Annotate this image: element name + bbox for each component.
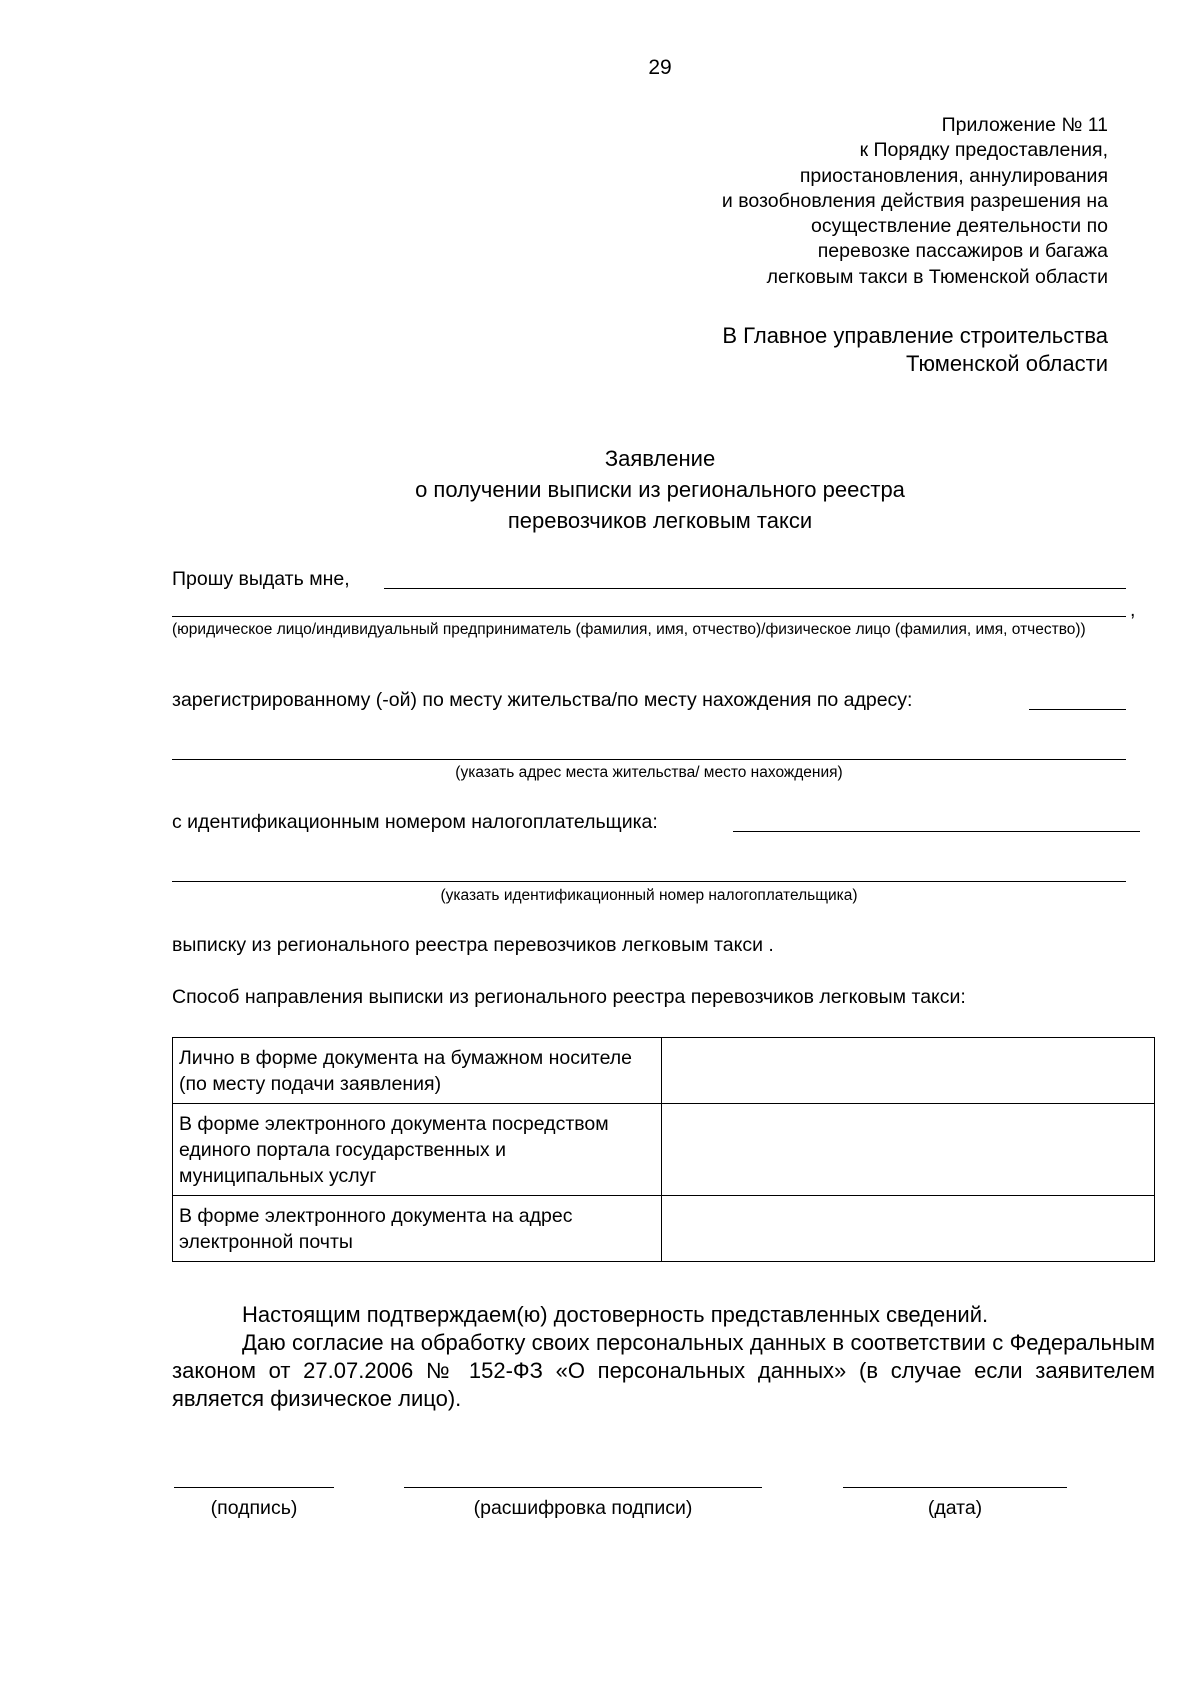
appendix-line: к Порядку предоставления,: [859, 139, 1108, 162]
appendix-line: приостановления, аннулирования: [799, 164, 1108, 187]
applicant-name-field[interactable]: [384, 588, 1126, 589]
addressee-line-1: В Главное управление строительства: [722, 323, 1108, 348]
inn-field-continued[interactable]: [172, 881, 1126, 882]
addressee-line-2: Тюменской области: [905, 351, 1108, 376]
date-field[interactable]: [843, 1487, 1067, 1488]
title-line-1: Заявление: [604, 446, 716, 471]
title-line-3: перевозчиков легковым такси: [507, 508, 813, 533]
request-label: Прошу выдать мне,: [172, 568, 350, 590]
inn-label: с идентификационным номером налогоплательщика:: [172, 811, 658, 833]
table-row: [173, 1038, 1155, 1104]
comma: ,: [1130, 599, 1136, 621]
appendix-header: [508, 113, 1108, 290]
consent-text: Даю согласие на обработку своих персональных данных в соответствии с Федеральным законом от 27.07.2006 № 152-ФЗ «О персональных данных» (в случае если заявителем является физическое лицо).: [172, 1330, 1155, 1411]
confirmation-text: Настоящим подтверждаем(ю) достоверность представленных сведений.: [242, 1302, 989, 1327]
inn-field[interactable]: [733, 831, 1140, 832]
address-hint: (указать адрес места жительства/ место нахождения): [455, 764, 843, 781]
appendix-line: легковым такси в Тюменской области: [766, 265, 1108, 288]
method-select-cell[interactable]: [662, 1038, 1155, 1104]
extract-text: выписку из регионального реестра перевозчиков легковым такси .: [172, 934, 774, 956]
applicant-hint: (юридическое лицо/индивидуальный предприниматель (фамилия, имя, отчество)/физическое лицо (фамилия, имя, отчество)): [172, 621, 1086, 638]
title-line-2: о получении выписки из регионального реестра: [415, 477, 905, 502]
appendix-line: осуществление деятельности по: [811, 215, 1108, 238]
address-label: зарегистрированному (-ой) по месту жительства/по месту нахождения по адресу:: [172, 689, 913, 711]
method-select-cell[interactable]: [662, 1104, 1155, 1196]
method-label-cell: Лично в форме документа на бумажном носителе (по месту подачи заявления): [173, 1038, 662, 1104]
addressee: [508, 322, 1108, 378]
inn-hint: (указать идентификационный номер налогоплательщика): [440, 887, 858, 904]
method-label-cell: В форме электронного документа на адрес электронной почты: [173, 1196, 662, 1262]
method-select-cell[interactable]: [662, 1196, 1155, 1262]
address-field[interactable]: [1029, 709, 1126, 710]
method-label-cell: В форме электронного документа посредством единого портала государственных и муниципальных услуг: [173, 1104, 662, 1196]
method-label: Способ направления выписки из регионального реестра перевозчиков легковым такси:: [172, 986, 966, 1008]
page-number: 29: [648, 56, 672, 79]
document-title: [170, 443, 1150, 536]
decoding-label: (расшифровка подписи): [473, 1497, 693, 1519]
applicant-name-field-continued[interactable]: [172, 616, 1126, 617]
delivery-method-table: [172, 1037, 1155, 1262]
appendix-line: и возобновления действия разрешения на: [721, 189, 1108, 212]
consent-block: [172, 1301, 1155, 1413]
signature-decoding-field[interactable]: [404, 1487, 762, 1488]
appendix-line: перевозке пассажиров и багажа: [817, 240, 1108, 263]
signature-field[interactable]: [174, 1487, 334, 1488]
table-row: [173, 1104, 1155, 1196]
table-row: [173, 1196, 1155, 1262]
signature-label: (подпись): [210, 1497, 298, 1519]
address-field-continued[interactable]: [172, 759, 1126, 760]
date-label: (дата): [927, 1497, 983, 1519]
appendix-line: Приложение № 11: [941, 114, 1108, 136]
